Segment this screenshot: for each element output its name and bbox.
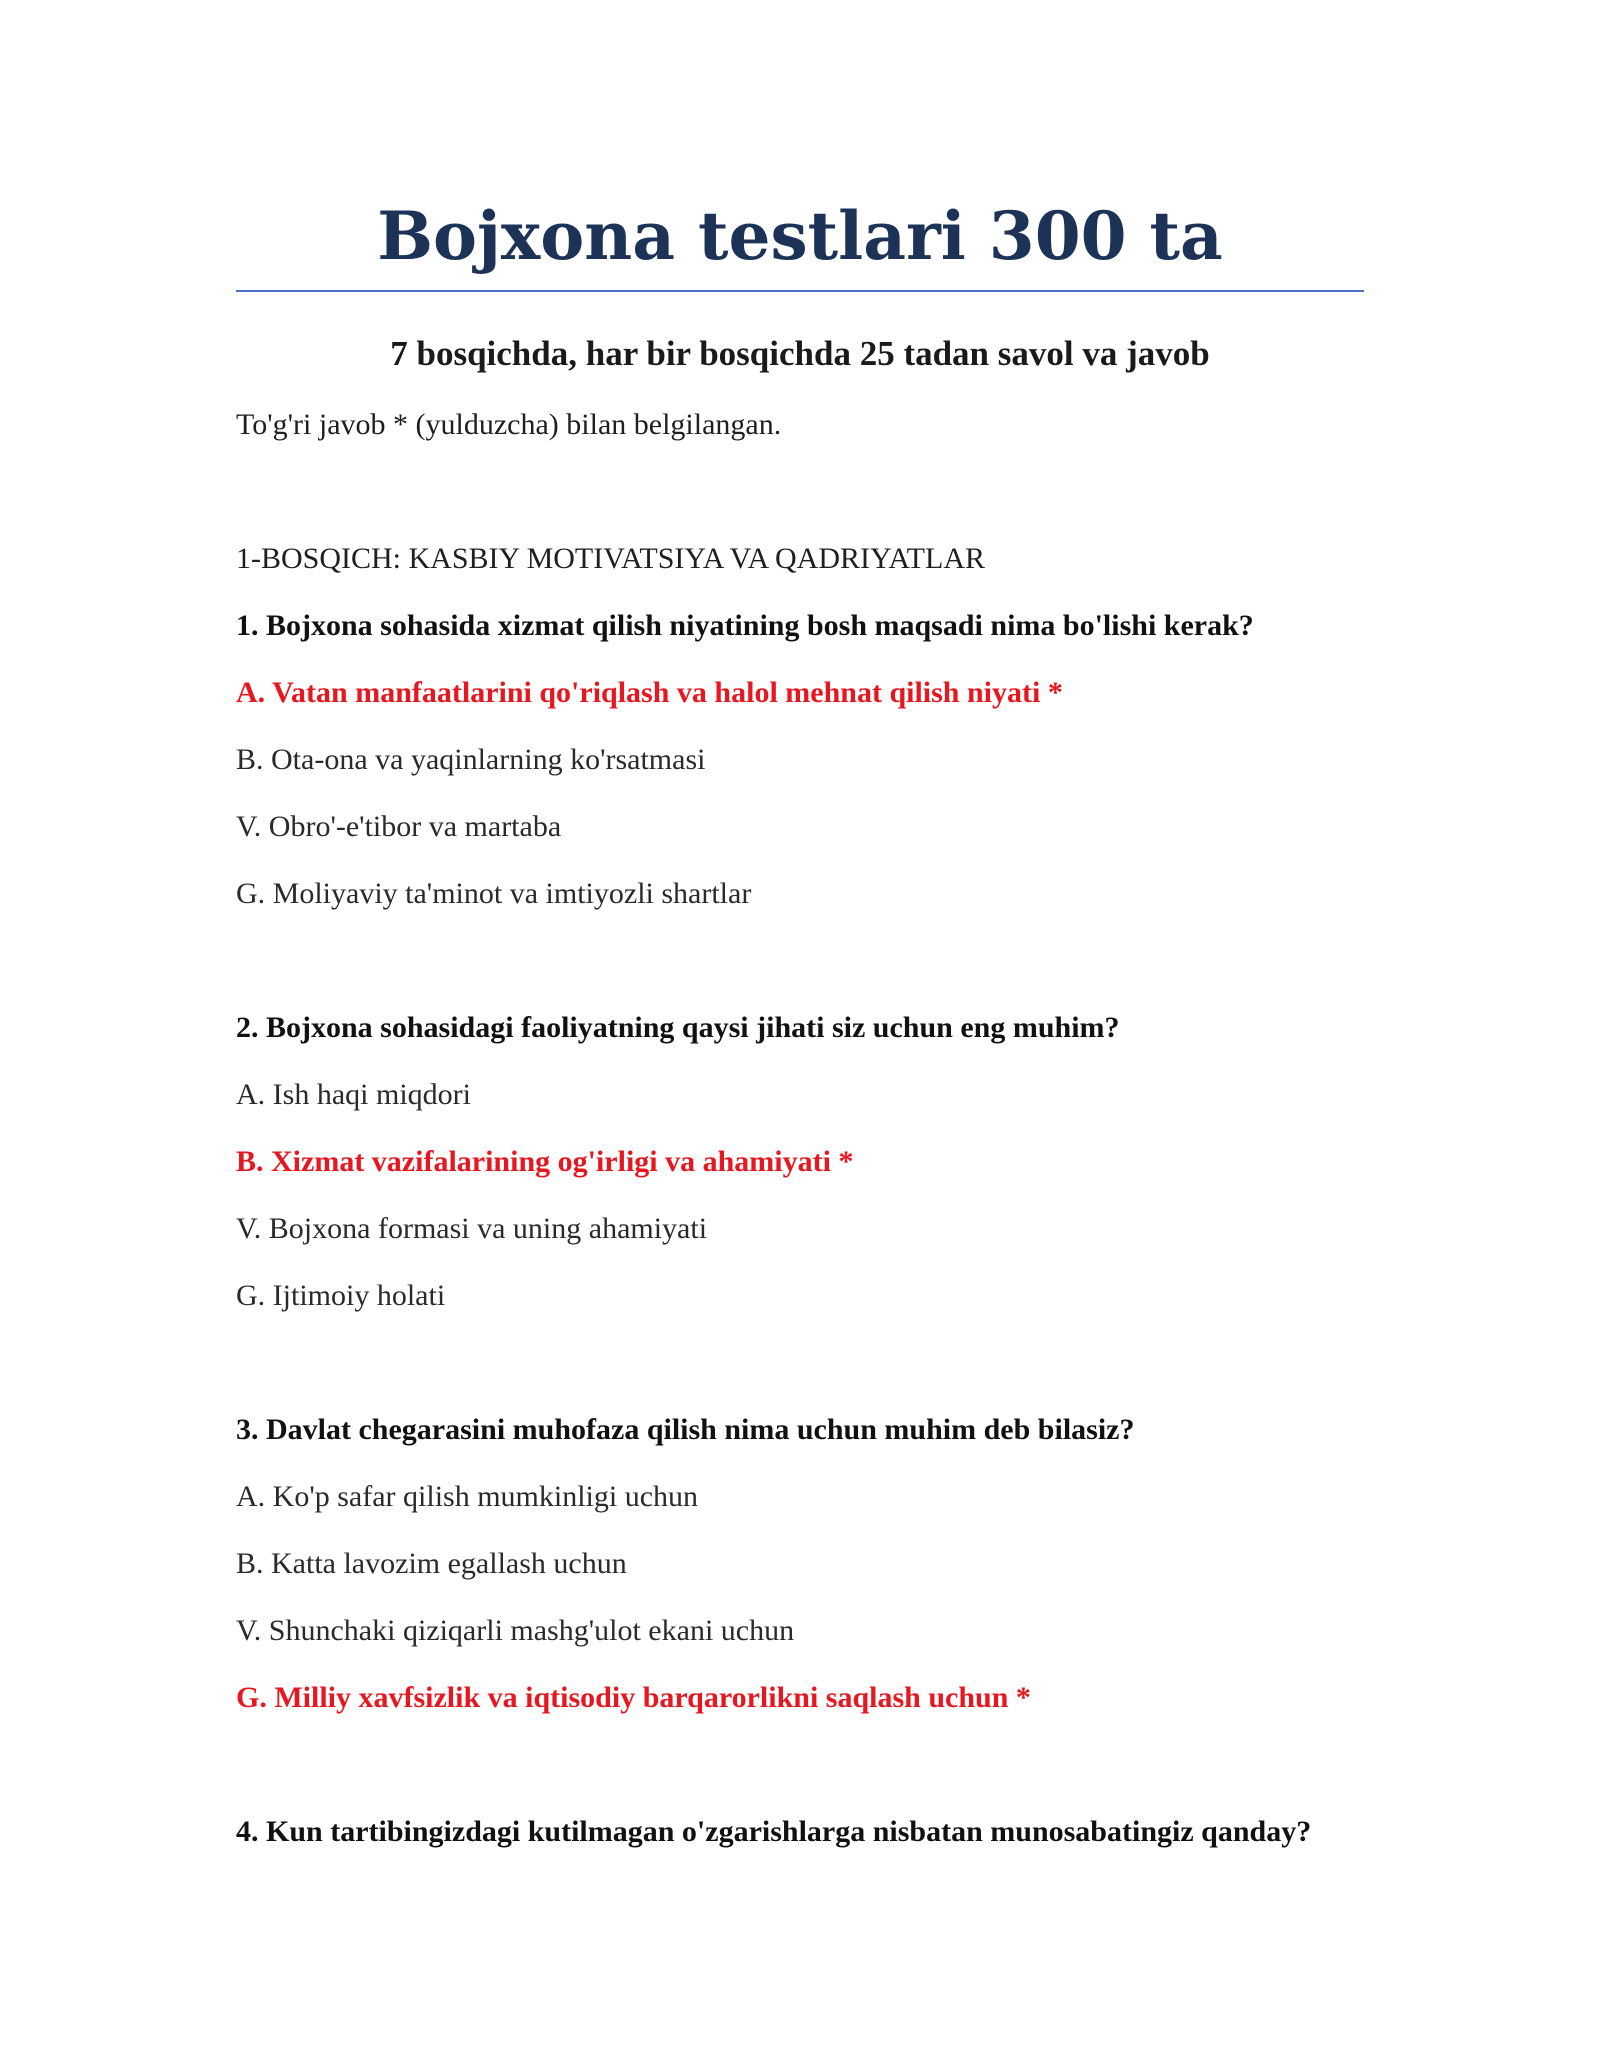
question-1: 1. Bojxona sohasida xizmat qilish niyatining bosh maqsadi nima bo'lishi kerak? <box>236 609 1254 642</box>
question-4: 4. Kun tartibingizdagi kutilmagan o'zgarishlarga nisbatan munosabatingiz qanday? <box>236 1815 1312 1848</box>
question-3-option-g: G. Milliy xavfsizlik va iqtisodiy barqarorlikni saqlash uchun * <box>236 1681 1031 1714</box>
question-3-option-a: A. Ko'p safar qilish mumkinligi uchun <box>236 1480 699 1513</box>
document-title: Bojxona testlari 300 ta <box>377 197 1223 275</box>
question-3: 3. Davlat chegarasini muhofaza qilish nima uchun muhim deb bilasiz? <box>236 1413 1135 1446</box>
question-2-option-b: B. Xizmat vazifalarining og'irligi va ahamiyati * <box>236 1145 854 1178</box>
question-1-option-a: A. Vatan manfaatlarini qo'riqlash va halol mehnat qilish niyati * <box>236 676 1063 709</box>
question-2: 2. Bojxona sohasidagi faoliyatning qaysi jihati siz uchun eng muhim? <box>236 1011 1120 1044</box>
section-heading: 1-BOSQICH: KASBIY MOTIVATSIYA VA QADRIYATLAR <box>236 542 985 575</box>
title-divider <box>236 290 1364 292</box>
document-subtitle: 7 bosqichda, har bir bosqichda 25 tadan savol va javob <box>390 334 1210 373</box>
answer-key-note: To'g'ri javob * (yulduzcha) bilan belgilangan. <box>236 408 782 441</box>
question-1-option-v: V. Obro'-e'tibor va martaba <box>236 810 562 843</box>
question-2-option-v: V. Bojxona formasi va uning ahamiyati <box>236 1212 708 1245</box>
question-1-option-b: B. Ota-ona va yaqinlarning ko'rsatmasi <box>236 743 706 776</box>
question-2-option-g: G. Ijtimoiy holati <box>236 1279 446 1312</box>
question-3-option-v: V. Shunchaki qiziqarli mashg'ulot ekani uchun <box>236 1614 795 1647</box>
question-3-option-b: B. Katta lavozim egallash uchun <box>236 1547 627 1580</box>
question-2-option-a: A. Ish haqi miqdori <box>236 1078 471 1111</box>
question-1-option-g: G. Moliyaviy ta'minot va imtiyozli shartlar <box>236 877 752 910</box>
